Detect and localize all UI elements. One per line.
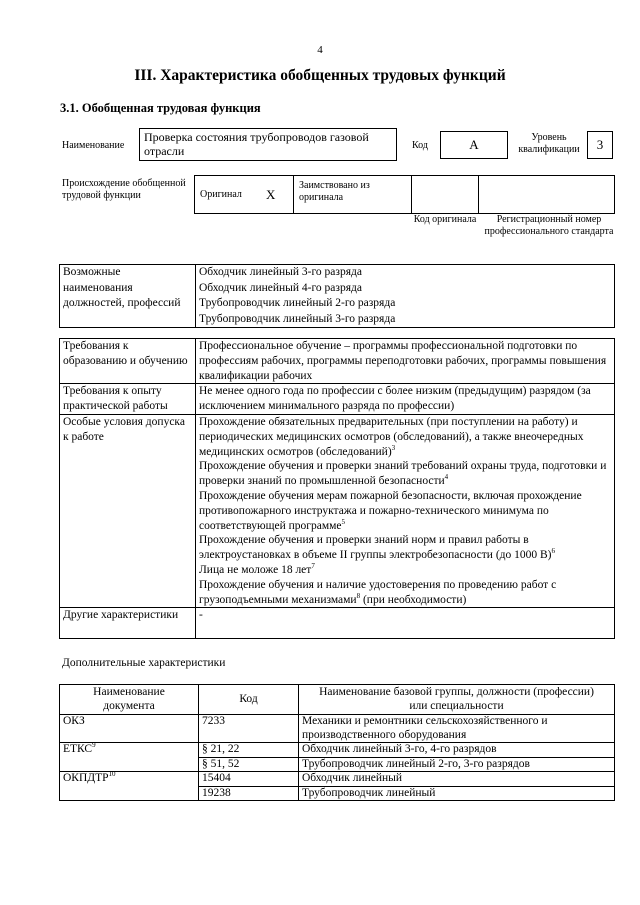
- subsection-title: 3.1. Обобщенная трудовая функция: [60, 101, 261, 115]
- table-row-code: 15404: [199, 772, 299, 787]
- experience-text: Не менее одного года по профессии с более низким (предыдущим) разрядом (за исключением минимального разряда по профессии): [196, 384, 615, 415]
- table-row-code: 19238: [199, 786, 299, 801]
- col-doc-header: Наименование документа: [60, 685, 199, 715]
- education-text: Профессиональное обучение – программы профессиональной подготовки по профессиям рабочих, программы переподготовки рабочих, программы повышения квалификации рабочих: [196, 339, 615, 384]
- education-label: Требования к образованию и обучению: [60, 339, 196, 384]
- table-row-name: Трубопроводчик линейный: [299, 786, 615, 801]
- table-row-code: § 51, 52: [199, 757, 299, 772]
- experience-label: Требования к опыту практической работы: [60, 384, 196, 415]
- table-row-name: Механики и ремонтники сельскохозяйственного и производственного оборудования: [299, 715, 615, 743]
- code-original-label: Код оригинала: [413, 214, 477, 225]
- table-row-name: Обходчик линейный 3-го, 4-го разрядов: [299, 743, 615, 758]
- special-item: Прохождение обучения и проверки знаний норм и правил работы в электроустановках в объеме II группы электробезопасности (до 1000 В)$^6$: [199, 534, 556, 562]
- table-row-name: Трубопроводчик линейный 2-го, 3-го разрядов: [299, 757, 615, 772]
- other-text: -: [196, 608, 615, 639]
- original-mark: X: [266, 187, 276, 202]
- requirements-table: [59, 338, 615, 639]
- borrowed-label: Заимствовано из оригинала: [299, 180, 370, 203]
- special-item: Прохождение обучения и наличие удостоверения по проведению работ с грузоподъемными механизмами$^8$ (при необходимости): [199, 578, 557, 606]
- origin-label: Происхождение обобщенной трудовой функции: [62, 178, 186, 201]
- level-label: Уровень квалификации: [518, 132, 580, 155]
- col-code-header: Код: [199, 685, 299, 715]
- name-value-box: [139, 128, 397, 161]
- reg-number-label: Регистрационный номер профессионального стандарта: [484, 214, 614, 237]
- other-label: Другие характеристики: [60, 608, 196, 639]
- positions-table: [59, 264, 615, 328]
- special-item: Прохождение обязательных предварительных (при поступлении на работу) и периодических медицинских осмотров (обследований), а также внеочередных медицинских осмотров (обследований)$^3$: [199, 415, 584, 458]
- special-label: Особые условия допуска к работе: [60, 414, 196, 607]
- special-item: Прохождение обучения и проверки знаний требований охраны труда, подготовки и проверки знаний по промышленной безопасности$^4$: [199, 460, 607, 488]
- position-item: Обходчик линейный 4-го разряда: [199, 281, 362, 294]
- original-label: Оригинал: [200, 189, 242, 200]
- additional-title: Дополнительные характеристики: [62, 657, 226, 669]
- table-row-code: § 21, 22: [199, 743, 299, 758]
- table-row-doc: ЕТКС$^9$: [60, 743, 199, 772]
- position-item: Трубопроводчик линейный 2-го разряда: [199, 297, 396, 309]
- special-item: Прохождение обучения мерам пожарной безопасности, включая прохождение противопожарного инструктажа и пожарно-технического минимума по соответствующей программе$^5$: [199, 489, 582, 532]
- col-name-header: Наименование базовой группы, должности (профессии) или специальности: [299, 685, 615, 715]
- table-row-name: Обходчик линейный: [299, 772, 615, 787]
- position-item: Обходчик линейный 3-го разряда: [199, 266, 362, 278]
- additional-table: [59, 684, 615, 801]
- page-number: 4: [317, 44, 323, 56]
- code-label: Код: [412, 140, 428, 151]
- name-label: Наименование: [62, 140, 125, 151]
- special-list: [196, 414, 615, 607]
- position-item: Трубопроводчик линейный 3-го разряда: [199, 312, 396, 325]
- table-row-code: 7233: [199, 715, 299, 743]
- special-item: Лица не моложе 18 лет$^7$: [199, 562, 315, 576]
- level-value: 3: [587, 131, 613, 159]
- section-title: III. Характеристика обобщенных трудовых функций: [134, 67, 506, 84]
- table-row-doc: ОКЗ: [60, 715, 199, 743]
- code-value: А: [440, 131, 508, 159]
- positions-label: Возможные наименования должностей, профессий: [60, 265, 196, 328]
- positions-list: [196, 265, 615, 328]
- name-value: Проверка состояния трубопроводов газовой отрасли: [144, 130, 369, 158]
- table-row-doc: ОКПДТР$^{10}$: [60, 772, 199, 801]
